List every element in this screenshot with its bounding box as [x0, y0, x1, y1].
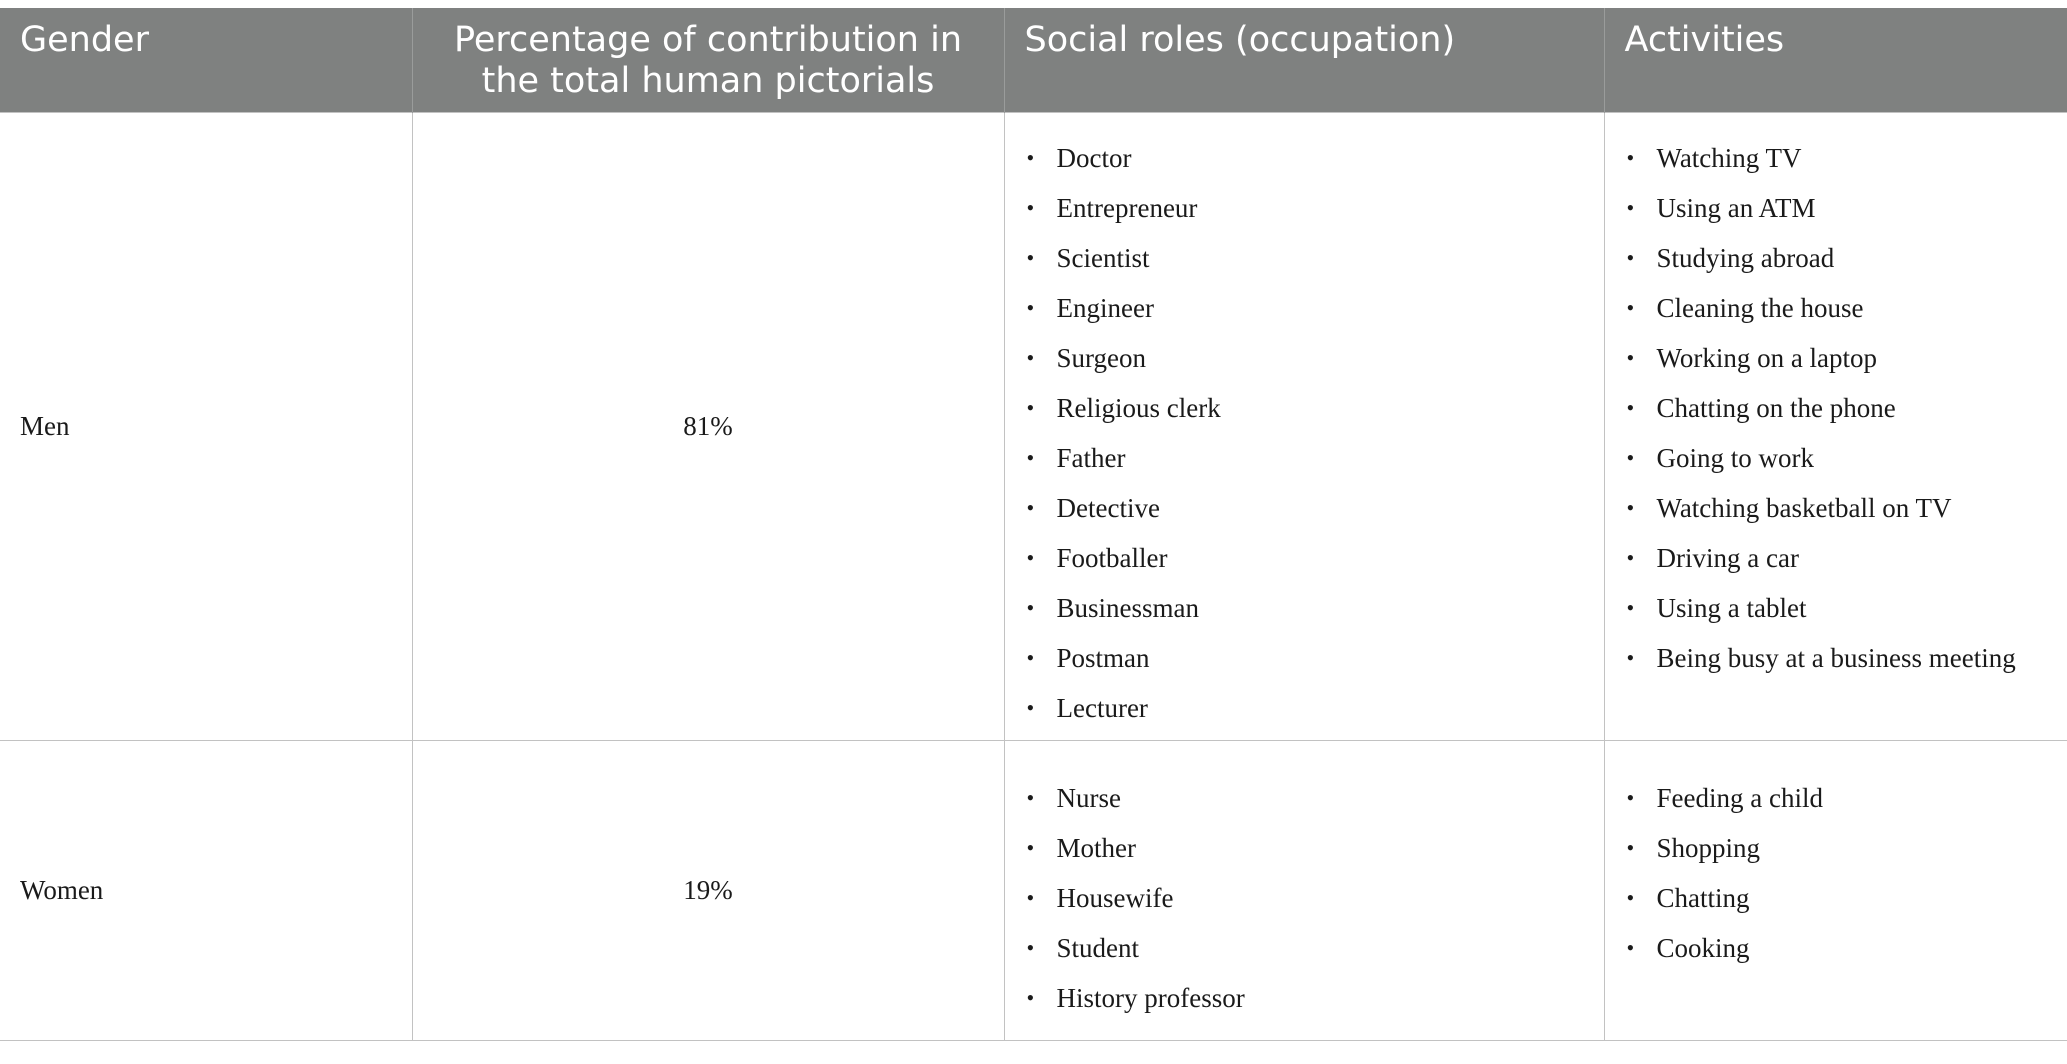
list-item: [1626, 233, 2048, 283]
bullet-icon: •: [1626, 245, 1635, 270]
list-item: [1026, 333, 1584, 383]
bullet-icon: •: [1026, 595, 1035, 620]
list-item: [1026, 533, 1584, 583]
bullet-icon: •: [1626, 835, 1635, 860]
percentage-cell: 19%: [412, 741, 1004, 1041]
list-item-text: Father: [1056, 443, 1126, 473]
list-item: [1026, 133, 1584, 183]
bullet-icon: •: [1026, 245, 1035, 270]
bullet-icon: •: [1026, 645, 1035, 670]
list-item-text: Going to work: [1656, 443, 1814, 473]
list-item: [1026, 633, 1584, 683]
list-item-text: Feeding a child: [1656, 783, 1823, 813]
list-item: [1026, 283, 1584, 333]
list-item-text: Chatting: [1656, 883, 1750, 913]
bullet-icon: •: [1626, 295, 1635, 320]
list-item: [1026, 823, 1584, 873]
table-row: [0, 741, 2067, 1041]
bullet-icon: •: [1026, 295, 1035, 320]
bullet-icon: •: [1026, 545, 1035, 570]
roles-list: [1025, 773, 1584, 1023]
bullet-icon: •: [1626, 885, 1635, 910]
bullet-icon: •: [1026, 785, 1035, 810]
header-row: [0, 8, 2067, 113]
list-item: [1626, 823, 2048, 873]
table-body: [0, 113, 2067, 1041]
bullet-icon: •: [1026, 395, 1035, 420]
header-percentage: Percentage of contribution in the total human pictorials: [412, 8, 1004, 113]
list-item-text: Using a tablet: [1656, 593, 1807, 623]
list-item-text: Businessman: [1056, 593, 1200, 623]
bullet-icon: •: [1626, 595, 1635, 620]
list-item-text: Using an ATM: [1656, 193, 1816, 223]
list-item-text: Mother: [1056, 833, 1136, 863]
list-item: [1026, 973, 1584, 1023]
list-item: [1626, 333, 2048, 383]
bullet-icon: •: [1626, 785, 1635, 810]
list-item: [1626, 633, 2048, 683]
roles-cell: [1004, 741, 1604, 1041]
list-item-text: Shopping: [1656, 833, 1761, 863]
bullet-icon: •: [1026, 445, 1035, 470]
roles-cell: [1004, 113, 1604, 741]
list-item-text: Nurse: [1056, 783, 1121, 813]
table-row: [0, 113, 2067, 741]
list-item-text: Footballer: [1056, 543, 1168, 573]
list-item: [1626, 533, 2048, 583]
gender-cell: Men: [0, 113, 412, 741]
bullet-icon: •: [1026, 985, 1035, 1010]
list-item: [1026, 183, 1584, 233]
header-social-roles: Social roles (occupation): [1004, 8, 1604, 113]
list-item-text: Entrepreneur: [1056, 193, 1198, 223]
list-item-text: Lecturer: [1056, 693, 1148, 723]
list-item-text: Driving a car: [1656, 543, 1799, 573]
bullet-icon: •: [1626, 445, 1635, 470]
data-table-container: [0, 8, 2067, 1041]
gender-cell: Women: [0, 741, 412, 1041]
bullet-icon: •: [1026, 495, 1035, 520]
activities-cell: [1604, 741, 2067, 1041]
activities-list: [1625, 133, 2048, 683]
list-item: [1026, 873, 1584, 923]
list-item: [1026, 923, 1584, 973]
list-item: [1626, 433, 2048, 483]
list-item-text: History professor: [1056, 983, 1245, 1013]
list-item-text: Chatting on the phone: [1656, 393, 1896, 423]
list-item-text: Housewife: [1056, 883, 1174, 913]
activities-cell: [1604, 113, 2067, 741]
list-item-text: Studying abroad: [1656, 243, 1835, 273]
list-item: [1626, 483, 2048, 533]
list-item-text: Working on a laptop: [1656, 343, 1878, 373]
list-item: [1026, 583, 1584, 633]
list-item: [1026, 233, 1584, 283]
list-item: [1026, 383, 1584, 433]
bullet-icon: •: [1026, 195, 1035, 220]
list-item-text: Student: [1056, 933, 1140, 963]
list-item-text: Being busy at a business meeting: [1656, 643, 2016, 673]
list-item: [1626, 383, 2048, 433]
bullet-icon: •: [1026, 145, 1035, 170]
bullet-icon: •: [1626, 345, 1635, 370]
bullet-icon: •: [1026, 695, 1035, 720]
bullet-icon: •: [1626, 395, 1635, 420]
list-item-text: Scientist: [1056, 243, 1150, 273]
bullet-icon: •: [1626, 145, 1635, 170]
list-item: [1626, 873, 2048, 923]
list-item-text: Detective: [1056, 493, 1160, 523]
bullet-icon: •: [1026, 345, 1035, 370]
list-item-text: Watching basketball on TV: [1656, 493, 1952, 523]
list-item-text: Cleaning the house: [1656, 293, 1864, 323]
list-item-text: Engineer: [1056, 293, 1154, 323]
gender-roles-table: [0, 8, 2067, 1041]
bullet-icon: •: [1626, 495, 1635, 520]
list-item-text: Religious clerk: [1056, 393, 1221, 423]
bullet-icon: •: [1026, 935, 1035, 960]
list-item: [1626, 183, 2048, 233]
roles-list: [1025, 133, 1584, 733]
header-activities: Activities: [1604, 8, 2067, 113]
list-item: [1626, 773, 2048, 823]
list-item: [1626, 923, 2048, 973]
list-item: [1026, 433, 1584, 483]
list-item: [1626, 283, 2048, 333]
bullet-icon: •: [1626, 935, 1635, 960]
list-item: [1026, 683, 1584, 733]
bullet-icon: •: [1626, 195, 1635, 220]
table-header: [0, 8, 2067, 113]
list-item: [1026, 483, 1584, 533]
list-item-text: Watching TV: [1656, 143, 1802, 173]
bullet-icon: •: [1626, 545, 1635, 570]
list-item-text: Doctor: [1056, 143, 1132, 173]
header-gender: Gender: [0, 8, 412, 113]
list-item: [1626, 133, 2048, 183]
list-item: [1626, 583, 2048, 633]
bullet-icon: •: [1026, 835, 1035, 860]
list-item-text: Postman: [1056, 643, 1150, 673]
list-item-text: Surgeon: [1056, 343, 1147, 373]
activities-list: [1625, 773, 2048, 973]
list-item-text: Cooking: [1656, 933, 1750, 963]
list-item: [1026, 773, 1584, 823]
percentage-cell: 81%: [412, 113, 1004, 741]
bullet-icon: •: [1626, 645, 1635, 670]
bullet-icon: •: [1026, 885, 1035, 910]
